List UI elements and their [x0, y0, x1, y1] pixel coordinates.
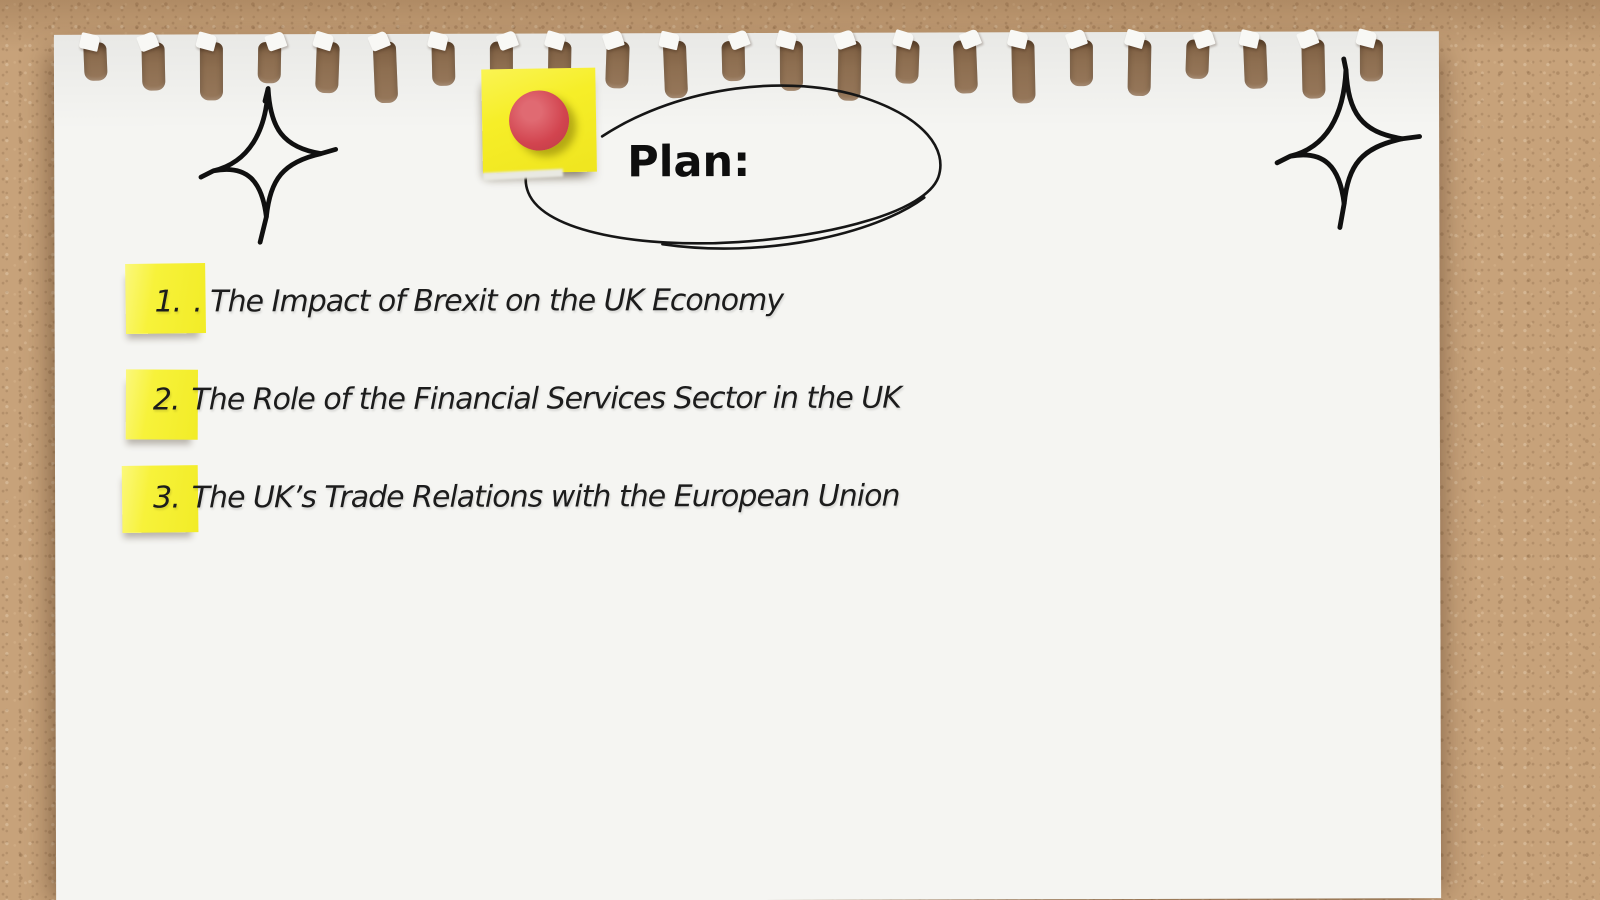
list-item-3 — [153, 479, 900, 516]
notebook-paper — [54, 31, 1441, 900]
torn-flap — [496, 30, 519, 52]
torn-flap — [195, 31, 217, 51]
torn-flap — [427, 31, 449, 51]
torn-flap — [958, 28, 982, 50]
torn-hole — [141, 42, 165, 90]
torn-hole — [1011, 40, 1035, 103]
torn-hole — [1243, 39, 1268, 89]
torn-flap — [1296, 28, 1320, 50]
torn-flap — [833, 29, 856, 50]
sparkle-icon — [1280, 65, 1412, 227]
torn-hole — [258, 42, 282, 83]
list-item-1-text: . The Impact of Brexit on the UK Economy — [193, 282, 784, 320]
torn-flap — [727, 29, 751, 51]
torn-hole — [1185, 39, 1209, 79]
sticky-note — [481, 68, 597, 174]
list-item-3-marker: 3. — [153, 480, 180, 516]
torn-hole — [1127, 40, 1151, 96]
sparkle-icon — [202, 84, 330, 242]
torn-flap — [136, 31, 160, 53]
torn-flap — [1124, 29, 1147, 50]
torn-flap — [1238, 29, 1260, 49]
torn-hole — [953, 40, 978, 94]
list-item-2-text: The Role of the Financial Services Sector in the UK — [191, 380, 901, 418]
list-item-2-marker: 2. — [152, 382, 180, 418]
torn-flap — [892, 29, 915, 50]
list-item-1-marker: 1. — [154, 284, 182, 320]
page-title: Plan: — [627, 136, 751, 188]
list-item-1 — [155, 283, 784, 320]
torn-flap — [1355, 28, 1377, 48]
torn-flap — [1065, 28, 1088, 50]
torn-flap — [775, 30, 797, 50]
torn-flap — [544, 30, 567, 51]
list-item-2 — [153, 381, 901, 418]
torn-flap — [658, 31, 680, 51]
list-item-3-text: The UK’s Trade Relations with the European Union — [191, 478, 900, 516]
torn-flap — [1193, 29, 1216, 50]
torn-hole — [373, 42, 398, 104]
torn-hole — [1070, 40, 1093, 86]
red-pin-icon — [509, 90, 570, 151]
torn-flap — [602, 30, 625, 51]
torn-flap — [312, 31, 335, 52]
torn-flap — [264, 31, 287, 52]
torn-hole — [83, 42, 108, 81]
torn-hole — [722, 41, 746, 81]
torn-flap — [79, 32, 101, 52]
torn-flap — [1007, 29, 1029, 49]
torn-flap — [367, 30, 391, 52]
torn-hole — [431, 42, 455, 86]
